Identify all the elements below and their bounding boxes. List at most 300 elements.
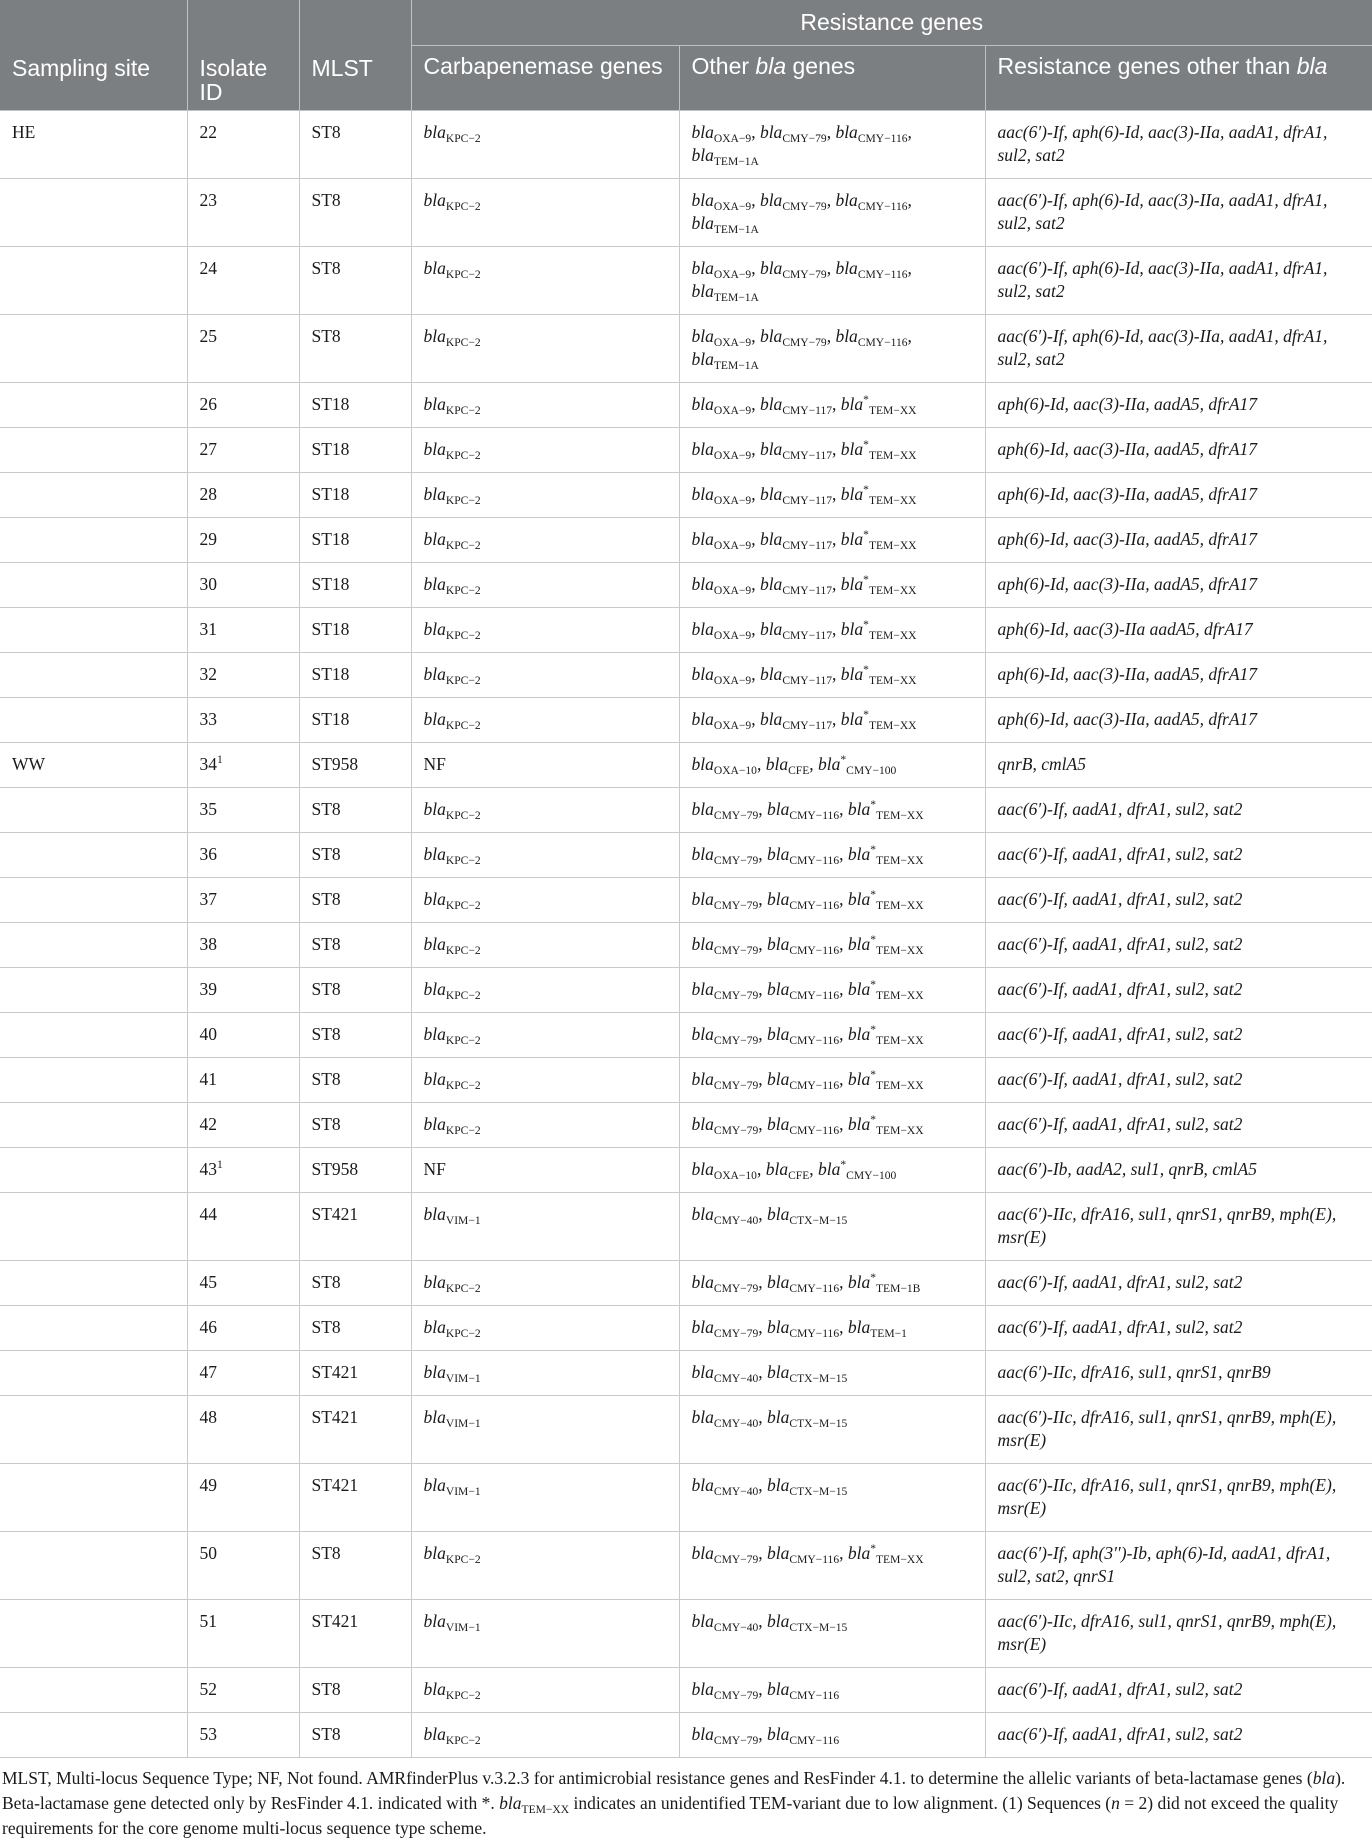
cell-non-bla-genes: aac(6′)-IIc, dfrA16, sul1, qnrS1, qnrB9 <box>985 1351 1372 1396</box>
gene-label: bla*$_{TEM-XX}$ <box>840 439 917 463</box>
cell-carbapenemase <box>411 653 679 698</box>
asterisk-marker: * <box>870 1114 876 1127</box>
table-row <box>0 1103 1372 1148</box>
cell-mlst: ST8 <box>299 111 411 179</box>
gene-label: bla*$_{CMY-100}$ <box>818 754 897 778</box>
asterisk-marker: * <box>870 1069 876 1082</box>
table-row <box>0 1193 1372 1261</box>
cell-sampling-site <box>0 315 187 383</box>
cell-other-bla: bla$_{OXA-9}$, bla$_{CMY-79}$, bla$_{CMY-116}$, bla$_{TEM-1A}$ <box>679 247 985 315</box>
table-row <box>0 1148 1372 1193</box>
cell-carbapenemase <box>411 428 679 473</box>
cell-carbapenemase <box>411 923 679 968</box>
gene-label: bla$_{CMY-79}$ <box>759 326 827 350</box>
asterisk-marker: * <box>863 619 869 632</box>
gene-label: bla$_{CMY-79}$ <box>691 1114 759 1138</box>
asterisk-marker: * <box>863 484 869 497</box>
cell-carbapenemase <box>411 743 679 788</box>
gene-label: bla$_{KPC-2}$ <box>423 709 481 733</box>
gene-label: bla$_{CMY-116}$ <box>767 889 840 913</box>
cell-sampling-site <box>0 878 187 923</box>
asterisk-marker: * <box>840 1159 847 1172</box>
cell-other-bla: bla$_{CMY-79}$, bla$_{CMY-116}$, bla*$_{TEM-XX}$ <box>679 1058 985 1103</box>
gene-label: bla*$_{CMY-100}$ <box>818 1159 897 1183</box>
cell-isolate-id: 52 <box>187 1668 299 1713</box>
gene-label: bla$_{CMY-79}$ <box>691 1317 759 1341</box>
cell-mlst: ST18 <box>299 608 411 653</box>
cell-carbapenemase <box>411 1351 679 1396</box>
gene-label: bla$_{TEM-1A}$ <box>691 145 759 169</box>
cell-other-bla: bla$_{CMY-79}$, bla$_{CMY-116}$, bla*$_{TEM-XX}$ <box>679 968 985 1013</box>
table-row <box>0 878 1372 923</box>
cell-non-bla-genes: aac(6′)-If, aadA1, dfrA1, sul2, sat2 <box>985 1058 1372 1103</box>
cell-other-bla: bla$_{OXA-9}$, bla$_{CMY-117}$, bla*$_{TEM-XX}$ <box>679 653 985 698</box>
cell-isolate-id: 35 <box>187 788 299 833</box>
gene-label: bla$_{CTX-M-15}$ <box>767 1475 848 1499</box>
cell-carbapenemase <box>411 1668 679 1713</box>
gene-label: bla$_{CMY-116}$ <box>835 190 908 214</box>
cell-other-bla: bla$_{OXA-10}$, bla$_{CFE}$, bla*$_{CMY-100}$ <box>679 743 985 788</box>
cell-carbapenemase <box>411 383 679 428</box>
cell-sampling-site <box>0 968 187 1013</box>
gene-label: bla$_{KPC-2}$ <box>423 934 481 958</box>
gene-label: NF <box>423 754 446 774</box>
gene-label: bla$_{OXA-9}$ <box>691 258 752 282</box>
cell-mlst: ST8 <box>299 788 411 833</box>
cell-carbapenemase <box>411 878 679 923</box>
table-row <box>0 383 1372 428</box>
asterisk-marker: * <box>863 529 869 542</box>
gene-label: bla$_{OXA-9}$ <box>691 574 752 598</box>
gene-label: bla$_{CMY-116}$ <box>767 1679 840 1703</box>
cell-other-bla: bla$_{CMY-40}$, bla$_{CTX-M-15}$ <box>679 1396 985 1464</box>
gene-label: bla$_{CMY-116}$ <box>835 258 908 282</box>
header-resistance-genes: Resistance genes <box>411 0 1372 46</box>
gene-label: bla*$_{TEM-XX}$ <box>847 979 924 1003</box>
asterisk-marker: * <box>863 664 869 677</box>
gene-label: bla$_{TEM-1A}$ <box>691 213 759 237</box>
cell-other-bla: bla$_{CMY-79}$, bla$_{CMY-116}$, bla*$_{TEM-XX}$ <box>679 1532 985 1600</box>
gene-label: bla$_{KPC-2}$ <box>423 844 481 868</box>
asterisk-marker: * <box>870 799 876 812</box>
cell-isolate-id: 36 <box>187 833 299 878</box>
table-row <box>0 1351 1372 1396</box>
gene-label: bla*$_{TEM-XX}$ <box>847 799 924 823</box>
gene-label: bla*$_{TEM-XX}$ <box>847 844 924 868</box>
gene-label: bla$_{KPC-2}$ <box>423 1317 481 1341</box>
cell-non-bla-genes: aph(6)-Id, aac(3)-IIa, aadA5, dfrA17 <box>985 518 1372 563</box>
cell-non-bla-genes: aac(6′)-If, aadA1, dfrA1, sul2, sat2 <box>985 968 1372 1013</box>
table-row <box>0 1306 1372 1351</box>
cell-carbapenemase <box>411 788 679 833</box>
cell-other-bla: bla$_{OXA-9}$, bla$_{CMY-117}$, bla*$_{TEM-XX}$ <box>679 383 985 428</box>
cell-isolate-id: 26 <box>187 383 299 428</box>
cell-mlst: ST958 <box>299 1148 411 1193</box>
cell-isolate-id: 30 <box>187 563 299 608</box>
cell-carbapenemase <box>411 1600 679 1668</box>
cell-other-bla: bla$_{OXA-9}$, bla$_{CMY-117}$, bla*$_{TEM-XX}$ <box>679 473 985 518</box>
cell-other-bla: bla$_{CMY-79}$, bla$_{CMY-116}$, bla*$_{TEM-XX}$ <box>679 878 985 923</box>
table-row <box>0 1464 1372 1532</box>
cell-other-bla: bla$_{CMY-79}$, bla$_{CMY-116}$, bla*$_{TEM-XX}$ <box>679 833 985 878</box>
cell-non-bla-genes: aac(6′)-IIc, dfrA16, sul1, qnrS1, qnrB9, mph(E), msr(E) <box>985 1193 1372 1261</box>
cell-mlst: ST8 <box>299 315 411 383</box>
cell-non-bla-genes: aac(6′)-If, aadA1, dfrA1, sul2, sat2 <box>985 1261 1372 1306</box>
gene-label: bla*$_{TEM-XX}$ <box>840 709 917 733</box>
cell-other-bla: bla$_{OXA-9}$, bla$_{CMY-117}$, bla*$_{TEM-XX}$ <box>679 428 985 473</box>
cell-carbapenemase <box>411 563 679 608</box>
gene-label: bla*$_{TEM-XX}$ <box>847 1114 924 1138</box>
cell-non-bla-genes: aac(6′)-If, aadA1, dfrA1, sul2, sat2 <box>985 923 1372 968</box>
asterisk-marker: * <box>870 979 876 992</box>
cell-mlst: ST18 <box>299 563 411 608</box>
cell-isolate-id: 44 <box>187 1193 299 1261</box>
cell-sampling-site <box>0 608 187 653</box>
cell-other-bla: bla$_{OXA-10}$, bla$_{CFE}$, bla*$_{CMY-100}$ <box>679 1148 985 1193</box>
gene-label: bla$_{CMY-79}$ <box>759 190 827 214</box>
gene-label: bla$_{CMY-79}$ <box>691 934 759 958</box>
table-row <box>0 833 1372 878</box>
cell-isolate-id: 53 <box>187 1713 299 1758</box>
gene-label: bla$_{KPC-2}$ <box>423 1272 481 1296</box>
gene-label: bla$_{CMY-116}$ <box>835 122 908 146</box>
footnote-marker: 1 <box>217 1159 223 1172</box>
gene-label: bla$_{CMY-117}$ <box>759 574 833 598</box>
cell-non-bla-genes: aac(6′)-If, aadA1, dfrA1, sul2, sat2 <box>985 1013 1372 1058</box>
cell-other-bla: bla$_{OXA-9}$, bla$_{CMY-79}$, bla$_{CMY-116}$, bla$_{TEM-1A}$ <box>679 179 985 247</box>
cell-other-bla: bla$_{OXA-9}$, bla$_{CMY-117}$, bla*$_{TEM-XX}$ <box>679 698 985 743</box>
cell-other-bla: bla$_{CMY-40}$, bla$_{CTX-M-15}$ <box>679 1464 985 1532</box>
cell-other-bla: bla$_{OXA-9}$, bla$_{CMY-79}$, bla$_{CMY-116}$, bla$_{TEM-1A}$ <box>679 315 985 383</box>
cell-mlst: ST958 <box>299 743 411 788</box>
cell-sampling-site <box>0 563 187 608</box>
cell-carbapenemase <box>411 968 679 1013</box>
cell-sampling-site <box>0 833 187 878</box>
gene-label: bla$_{KPC-2}$ <box>423 326 481 350</box>
cell-sampling-site <box>0 1306 187 1351</box>
gene-label: bla$_{CMY-116}$ <box>767 979 840 1003</box>
cell-carbapenemase <box>411 608 679 653</box>
cell-non-bla-genes: aph(6)-Id, aac(3)-IIa, aadA5, dfrA17 <box>985 563 1372 608</box>
gene-label: bla$_{CMY-116}$ <box>767 1543 840 1567</box>
cell-other-bla: bla$_{CMY-40}$, bla$_{CTX-M-15}$ <box>679 1351 985 1396</box>
gene-label: bla$_{OXA-10}$ <box>691 754 757 778</box>
gene-label: bla*$_{TEM-1B}$ <box>847 1272 921 1296</box>
cell-non-bla-genes: aac(6′)-If, aadA1, dfrA1, sul2, sat2 <box>985 1103 1372 1148</box>
cell-mlst: ST18 <box>299 473 411 518</box>
gene-label: bla$_{KPC-2}$ <box>423 979 481 1003</box>
gene-label: bla$_{CMY-116}$ <box>767 799 840 823</box>
table-row <box>0 653 1372 698</box>
cell-mlst: ST421 <box>299 1351 411 1396</box>
table-row <box>0 698 1372 743</box>
gene-label: bla$_{KPC-2}$ <box>423 529 481 553</box>
cell-mlst: ST8 <box>299 833 411 878</box>
gene-label: bla$_{CMY-116}$ <box>767 1024 840 1048</box>
gene-label: bla*$_{TEM-XX}$ <box>847 934 924 958</box>
gene-label: bla$_{CMY-116}$ <box>767 1272 840 1296</box>
cell-carbapenemase <box>411 247 679 315</box>
gene-label: bla$_{KPC-2}$ <box>423 664 481 688</box>
gene-label: bla$_{CMY-116}$ <box>767 934 840 958</box>
cell-carbapenemase <box>411 698 679 743</box>
cell-non-bla-genes: aac(6′)-IIc, dfrA16, sul1, qnrS1, qnrB9, mph(E), msr(E) <box>985 1464 1372 1532</box>
cell-carbapenemase <box>411 1013 679 1058</box>
cell-carbapenemase <box>411 315 679 383</box>
table-row <box>0 518 1372 563</box>
asterisk-marker: * <box>870 889 876 902</box>
cell-other-bla: bla$_{OXA-9}$, bla$_{CMY-117}$, bla*$_{TEM-XX}$ <box>679 608 985 653</box>
cell-mlst: ST18 <box>299 698 411 743</box>
cell-sampling-site <box>0 247 187 315</box>
gene-label: bla$_{KPC-2}$ <box>423 1543 481 1567</box>
gene-label: bla$_{CFE}$ <box>765 1159 810 1183</box>
table-row <box>0 247 1372 315</box>
gene-label: bla$_{CMY-79}$ <box>691 1024 759 1048</box>
cell-other-bla: bla$_{CMY-79}$, bla$_{CMY-116}$, bla*$_{TEM-XX}$ <box>679 923 985 968</box>
asterisk-marker: * <box>863 574 869 587</box>
cell-other-bla: bla$_{CMY-79}$, bla$_{CMY-116}$, bla$_{TEM-1}$ <box>679 1306 985 1351</box>
cell-mlst: ST421 <box>299 1396 411 1464</box>
cell-sampling-site <box>0 1351 187 1396</box>
gene-label: bla$_{KPC-2}$ <box>423 889 481 913</box>
gene-label: bla$_{CTX-M-15}$ <box>767 1204 848 1228</box>
cell-sampling-site <box>0 383 187 428</box>
cell-mlst: ST421 <box>299 1464 411 1532</box>
cell-non-bla-genes: aac(6′)-If, aadA1, dfrA1, sul2, sat2 <box>985 788 1372 833</box>
gene-label: bla$_{OXA-9}$ <box>691 326 752 350</box>
cell-isolate-id: 28 <box>187 473 299 518</box>
cell-non-bla-genes: aac(6′)-If, aph(6)-Id, aac(3)-IIa, aadA1, dfrA1, sul2, sat2 <box>985 315 1372 383</box>
gene-label: bla$_{CMY-79}$ <box>691 844 759 868</box>
table-row <box>0 1013 1372 1058</box>
cell-non-bla-genes: aph(6)-Id, aac(3)-IIa, aadA5, dfrA17 <box>985 428 1372 473</box>
gene-label: bla$_{OXA-9}$ <box>691 529 752 553</box>
cell-non-bla-genes: aph(6)-Id, aac(3)-IIa, aadA5, dfrA17 <box>985 383 1372 428</box>
gene-label: bla$_{TEM-1A}$ <box>691 281 759 305</box>
cell-non-bla-genes: aac(6′)-If, aph(6)-Id, aac(3)-IIa, aadA1, dfrA1, sul2, sat2 <box>985 179 1372 247</box>
cell-mlst: ST8 <box>299 1713 411 1758</box>
gene-label: bla$_{KPC-2}$ <box>423 190 481 214</box>
cell-non-bla-genes: aac(6′)-If, aadA1, dfrA1, sul2, sat2 <box>985 1713 1372 1758</box>
cell-other-bla: bla$_{CMY-79}$, bla$_{CMY-116}$ <box>679 1668 985 1713</box>
cell-carbapenemase <box>411 1148 679 1193</box>
gene-label: bla$_{CMY-40}$ <box>691 1204 759 1228</box>
gene-label: bla*$_{TEM-XX}$ <box>840 484 917 508</box>
header-other-bla: Other bla genes <box>679 46 985 111</box>
gene-label: bla$_{KPC-2}$ <box>423 619 481 643</box>
gene-label: bla*$_{TEM-XX}$ <box>840 619 917 643</box>
cell-isolate-id: 49 <box>187 1464 299 1532</box>
cell-non-bla-genes: aac(6′)-If, aadA1, dfrA1, sul2, sat2 <box>985 878 1372 923</box>
cell-non-bla-genes: aac(6′)-If, aph(3′′)-Ib, aph(6)-Id, aadA1, dfrA1, sul2, sat2, qnrS1 <box>985 1532 1372 1600</box>
header-mlst: MLST <box>299 0 411 111</box>
cell-other-bla: bla$_{CMY-79}$, bla$_{CMY-116}$, bla*$_{TEM-XX}$ <box>679 788 985 833</box>
gene-label: bla$_{CMY-116}$ <box>835 326 908 350</box>
table-row <box>0 111 1372 179</box>
cell-other-bla: bla$_{CMY-79}$, bla$_{CMY-116}$, bla*$_{TEM-XX}$ <box>679 1013 985 1058</box>
cell-other-bla: bla$_{CMY-40}$, bla$_{CTX-M-15}$ <box>679 1193 985 1261</box>
gene-label: bla$_{CMY-79}$ <box>691 1543 759 1567</box>
table-row <box>0 1261 1372 1306</box>
cell-non-bla-genes: aph(6)-Id, aac(3)-IIa, aadA5, dfrA17 <box>985 698 1372 743</box>
cell-sampling-site <box>0 1261 187 1306</box>
gene-label: bla$_{KPC-2}$ <box>423 1069 481 1093</box>
gene-label: bla*$_{TEM-XX}$ <box>847 1069 924 1093</box>
table-row <box>0 923 1372 968</box>
gene-label: bla$_{KPC-2}$ <box>423 122 481 146</box>
cell-carbapenemase <box>411 1713 679 1758</box>
cell-carbapenemase <box>411 473 679 518</box>
table-row <box>0 1713 1372 1758</box>
table-row <box>0 1532 1372 1600</box>
cell-carbapenemase <box>411 1261 679 1306</box>
cell-mlst: ST8 <box>299 1306 411 1351</box>
cell-isolate-id: $43^1$ <box>187 1148 299 1193</box>
table-row <box>0 428 1372 473</box>
cell-isolate-id: 47 <box>187 1351 299 1396</box>
asterisk-marker: * <box>840 754 847 767</box>
cell-carbapenemase <box>411 1058 679 1103</box>
cell-sampling-site: HE <box>0 111 187 179</box>
cell-mlst: ST8 <box>299 1261 411 1306</box>
cell-isolate-id: 39 <box>187 968 299 1013</box>
gene-label: bla$_{OXA-9}$ <box>691 439 752 463</box>
cell-sampling-site <box>0 788 187 833</box>
cell-non-bla-genes: aph(6)-Id, aac(3)-IIa, aadA5, dfrA17 <box>985 653 1372 698</box>
gene-label: bla$_{VIM-1}$ <box>423 1362 481 1386</box>
gene-label: bla$_{CMY-117}$ <box>759 619 833 643</box>
cell-other-bla: bla$_{CMY-79}$, bla$_{CMY-116}$, bla*$_{TEM-1B}$ <box>679 1261 985 1306</box>
gene-label: bla*$_{TEM-XX}$ <box>847 1024 924 1048</box>
cell-carbapenemase <box>411 518 679 563</box>
cell-isolate-id: 50 <box>187 1532 299 1600</box>
gene-label: bla$_{OXA-9}$ <box>691 484 752 508</box>
cell-carbapenemase <box>411 1193 679 1261</box>
cell-isolate-id: 42 <box>187 1103 299 1148</box>
gene-label: bla$_{OXA-10}$ <box>691 1159 757 1183</box>
gene-label: bla$_{KPC-2}$ <box>423 258 481 282</box>
table-row <box>0 473 1372 518</box>
table-row <box>0 1058 1372 1103</box>
cell-isolate-id: 24 <box>187 247 299 315</box>
cell-mlst: ST8 <box>299 1668 411 1713</box>
cell-sampling-site <box>0 653 187 698</box>
cell-sampling-site <box>0 923 187 968</box>
cell-other-bla: bla$_{CMY-79}$, bla$_{CMY-116}$ <box>679 1713 985 1758</box>
cell-isolate-id: 23 <box>187 179 299 247</box>
cell-carbapenemase <box>411 1306 679 1351</box>
gene-label: bla$_{CMY-79}$ <box>691 1069 759 1093</box>
cell-isolate-id: 25 <box>187 315 299 383</box>
cell-mlst: ST8 <box>299 1058 411 1103</box>
cell-mlst: ST8 <box>299 923 411 968</box>
table-header <box>0 0 1372 111</box>
gene-label: bla$_{KPC-2}$ <box>423 1724 481 1748</box>
cell-isolate-id: 46 <box>187 1306 299 1351</box>
gene-label: bla$_{TEM-1A}$ <box>691 349 759 373</box>
gene-label: bla$_{CFE}$ <box>765 754 810 778</box>
cell-non-bla-genes: aac(6′)-IIc, dfrA16, sul1, qnrS1, qnrB9, mph(E), msr(E) <box>985 1600 1372 1668</box>
cell-other-bla: bla$_{CMY-40}$, bla$_{CTX-M-15}$ <box>679 1600 985 1668</box>
cell-mlst: ST8 <box>299 247 411 315</box>
gene-label: bla$_{CMY-79}$ <box>691 1724 759 1748</box>
cell-isolate-id: 41 <box>187 1058 299 1103</box>
gene-label: bla*$_{TEM-XX}$ <box>847 889 924 913</box>
gene-label: bla$_{CMY-116}$ <box>767 844 840 868</box>
gene-label: bla$_{CMY-117}$ <box>759 439 833 463</box>
cell-sampling-site <box>0 1148 187 1193</box>
cell-sampling-site <box>0 518 187 563</box>
cell-non-bla-genes: aac(6′)-If, aadA1, dfrA1, sul2, sat2 <box>985 1306 1372 1351</box>
gene-label: bla$_{KPC-2}$ <box>423 484 481 508</box>
asterisk-marker: * <box>870 1024 876 1037</box>
gene-label: bla$_{CMY-79}$ <box>691 799 759 823</box>
gene-label: bla$_{KPC-2}$ <box>423 1679 481 1703</box>
gene-label: bla$_{VIM-1}$ <box>423 1611 481 1635</box>
cell-non-bla-genes: aph(6)-Id, aac(3)-IIa aadA5, dfrA17 <box>985 608 1372 653</box>
cell-mlst: ST8 <box>299 1103 411 1148</box>
gene-label: bla$_{CMY-79}$ <box>691 979 759 1003</box>
gene-label: bla$_{VIM-1}$ <box>423 1204 481 1228</box>
gene-label: bla$_{CMY-117}$ <box>759 394 833 418</box>
cell-non-bla-genes: aac(6′)-Ib, aadA2, sul1, qnrB, cmlA5 <box>985 1148 1372 1193</box>
cell-sampling-site <box>0 428 187 473</box>
cell-sampling-site <box>0 1668 187 1713</box>
asterisk-marker: * <box>863 439 869 452</box>
cell-sampling-site <box>0 1713 187 1758</box>
gene-label: bla$_{CMY-40}$ <box>691 1362 759 1386</box>
gene-label: bla$_{CMY-79}$ <box>759 258 827 282</box>
asterisk-marker: * <box>863 394 869 407</box>
cell-isolate-id: 38 <box>187 923 299 968</box>
table-row <box>0 1668 1372 1713</box>
cell-mlst: ST8 <box>299 968 411 1013</box>
gene-label: bla$_{CMY-117}$ <box>759 529 833 553</box>
gene-label: bla$_{CMY-40}$ <box>691 1611 759 1635</box>
gene-label: bla$_{CMY-116}$ <box>767 1724 840 1748</box>
gene-label: bla$_{CMY-117}$ <box>759 709 833 733</box>
table-row <box>0 563 1372 608</box>
cell-isolate-id: 29 <box>187 518 299 563</box>
gene-label: bla$_{CMY-117}$ <box>759 484 833 508</box>
cell-carbapenemase <box>411 1103 679 1148</box>
gene-label: bla$_{VIM-1}$ <box>423 1407 481 1431</box>
cell-carbapenemase <box>411 833 679 878</box>
cell-mlst: ST421 <box>299 1600 411 1668</box>
cell-sampling-site: WW <box>0 743 187 788</box>
header-sampling-site: Sampling site <box>0 0 187 111</box>
cell-isolate-id: 45 <box>187 1261 299 1306</box>
cell-isolate-id: 48 <box>187 1396 299 1464</box>
gene-label: bla*$_{TEM-XX}$ <box>840 394 917 418</box>
gene-label: bla$_{TEM-1}$ <box>847 1317 907 1341</box>
gene-label: bla$_{CTX-M-15}$ <box>767 1407 848 1431</box>
cell-carbapenemase <box>411 1396 679 1464</box>
table-row <box>0 1600 1372 1668</box>
gene-label: bla$_{KPC-2}$ <box>423 394 481 418</box>
gene-label: bla*$_{TEM-XX}$ <box>840 529 917 553</box>
cell-isolate-id: 22 <box>187 111 299 179</box>
cell-other-bla: bla$_{OXA-9}$, bla$_{CMY-117}$, bla*$_{TEM-XX}$ <box>679 518 985 563</box>
gene-label: bla$_{VIM-1}$ <box>423 1475 481 1499</box>
gene-label: bla$_{CMY-79}$ <box>691 1272 759 1296</box>
gene-label: bla*$_{TEM-XX}$ <box>840 574 917 598</box>
footnote-marker: 1 <box>217 754 223 767</box>
cell-mlst: ST18 <box>299 653 411 698</box>
gene-label: bla$_{CMY-40}$ <box>691 1475 759 1499</box>
header-carbapenemase: Carbapenemase genes <box>411 46 679 111</box>
